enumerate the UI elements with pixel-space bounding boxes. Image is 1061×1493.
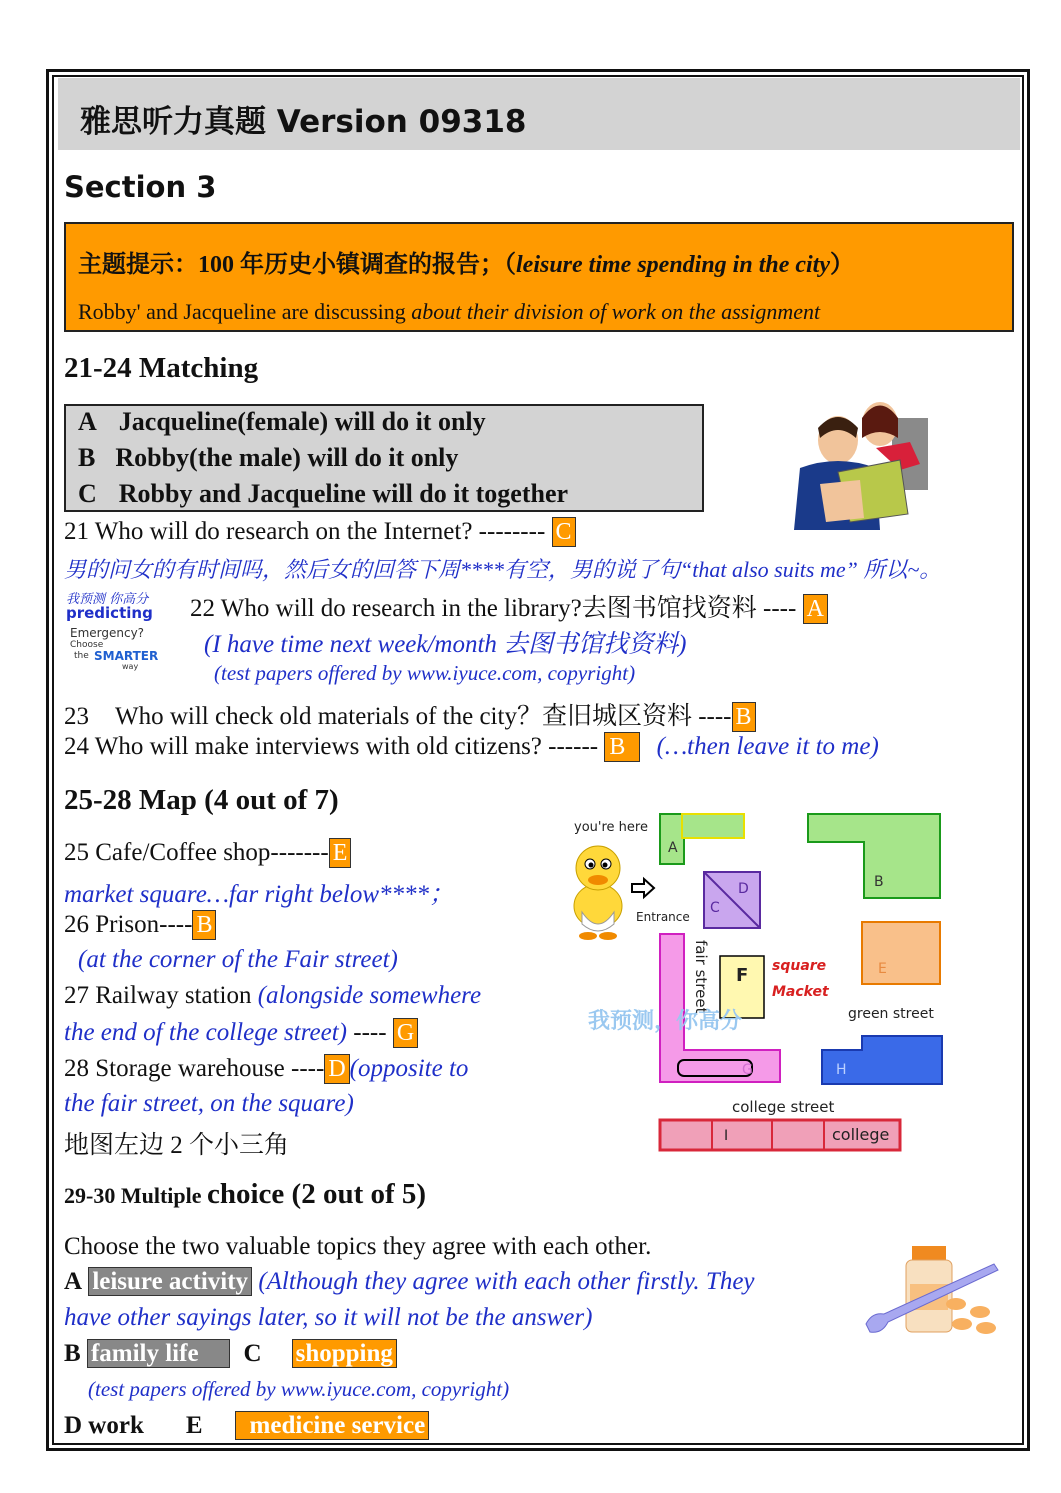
iyuce-logo: 我预测 你高分 predicting Emergency? Choose the SMARTER way (66, 592, 159, 671)
market-label: Macket (772, 984, 829, 1000)
page-title: 雅思听力真题 Version 09318 (80, 104, 527, 140)
answer-21: C (552, 517, 576, 547)
map-label-b: B (874, 874, 884, 890)
map-label-d: D (738, 881, 749, 897)
note-22: (I have time next week/month 去图书馆找资料) (204, 631, 687, 658)
question-27: 27 Railway station (alongside somewhere (64, 982, 482, 1009)
college-street-label: college street (732, 1098, 835, 1116)
map-label-c: C (710, 900, 720, 916)
you-are-here-label: you're here (574, 820, 648, 835)
matching-heading: 21-24 Matching (64, 352, 259, 384)
option-a: A Jacqueline(female) will do it only (78, 407, 486, 436)
question-23: 23 Who will check old materials of the city？查旧城区资料 ---- B (64, 696, 756, 732)
note-25: market square…far right below****； (64, 881, 455, 908)
map-extra-note: 地图左边 2 个小三角 (64, 1132, 290, 1159)
green-street-label: green street (848, 1006, 934, 1022)
option-c: C Robby and Jacqueline will do it together (78, 479, 569, 508)
map-label-i: I (724, 1128, 729, 1144)
map-heading: 25-28 Map (4 out of 7) (64, 784, 339, 816)
answer-22: A (803, 594, 828, 624)
answer-24: B (604, 732, 640, 762)
note-21: 男的问女的有时间吗，然后女的回答下周****有空，男的说了句“that also suits me” 所以~。 (64, 557, 942, 582)
answer-28: D (324, 1054, 349, 1084)
answer-26: B (192, 910, 216, 940)
answer-23: B (732, 702, 756, 732)
question-28: 28 Storage warehouse ---- D (opposite to (64, 1055, 469, 1082)
map-label-e: E (878, 961, 887, 977)
question-27-cont: the end of the college street) ---- G (64, 1018, 418, 1048)
watermark: 我预测，你高分 (588, 1009, 743, 1034)
medicine-illustration (862, 1244, 1004, 1344)
choice-b-c: B family life C shopping (64, 1340, 397, 1368)
choice-b-answer: family life (87, 1339, 230, 1368)
option-b: B Robby(the male) will do it only (78, 443, 459, 472)
question-24: 24 Who will make interviews with old citizens? ------ B (…then leave it to me) (64, 733, 879, 760)
map-label-a: A (668, 840, 678, 856)
question-21: 21 Who will do research on the Internet? -------- C (64, 517, 576, 547)
choice-heading: 29-30 Multiple choice (2 out of 5) (64, 1178, 427, 1210)
fair-street-label: fair street (692, 940, 710, 1014)
map-label-f: F (736, 965, 749, 986)
question-26: 26 Prison---- B (64, 910, 216, 940)
topic-line-2: Robby' and Jacqueline are discussing about their division of work on the assignment (78, 299, 821, 324)
answer-25: E (329, 838, 352, 868)
choice-c-answer: shopping (292, 1339, 397, 1368)
choice-a: A leisure activity (Although they agree with each other firstly. They (64, 1268, 755, 1295)
question-25: 25 Cafe/Coffee shop------- E (64, 838, 351, 868)
choice-a-note-2: have other sayings later, so it will not be the answer) (64, 1304, 593, 1331)
choice-e-answer: medicine service (235, 1411, 430, 1440)
entrance-arrow-icon (632, 879, 654, 897)
map-label-h: H (836, 1062, 847, 1078)
college-label: college (832, 1125, 890, 1144)
copyright-1: (test papers offered by www.iyuce.com, copyright) (214, 661, 636, 685)
copyright-2: (test papers offered by www.iyuce.com, copyright) (88, 1377, 510, 1401)
answer-27: G (393, 1018, 418, 1048)
reading-couple-illustration (780, 388, 940, 530)
question-22: 22 Who will do research in the library?去图书馆找资料 ---- A (190, 588, 828, 624)
building-e (862, 922, 940, 984)
note-28: the fair street, on the square) (64, 1090, 354, 1117)
topic-line-1: 主题提示：100 年历史小镇调查的报告；（leisure time spending in the city） (78, 252, 855, 278)
choice-d-e: D work E medicine service (64, 1412, 429, 1440)
square-label: square (772, 958, 827, 974)
map-label-g: G (742, 1062, 753, 1078)
entrance-label: Entrance (636, 910, 690, 924)
duck-icon (574, 846, 622, 940)
section-title: Section 3 (64, 170, 217, 204)
note-26: (at the corner of the Fair street) (78, 946, 398, 973)
map-diagram (560, 806, 950, 1158)
choice-a-answer: leisure activity (88, 1267, 252, 1296)
choice-prompt: Choose the two valuable topics they agree with each other. (64, 1233, 652, 1260)
